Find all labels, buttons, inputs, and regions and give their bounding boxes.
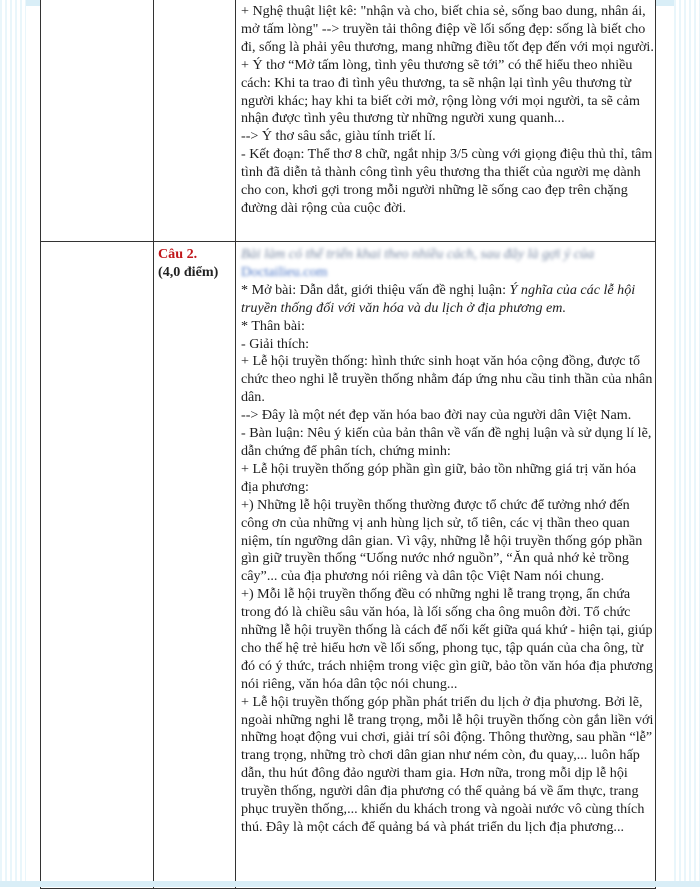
answer-line: đi, sống là phải yêu thương, mang những điều tốt đẹp đến với mọi người. bbox=[241, 38, 654, 55]
answer-line: trong đó là chiều sâu văn hóa, là lối sống cha ông muôn đời. Tổ chức bbox=[241, 604, 631, 621]
mo-bai-topic-continued: truyền thống đối với văn hóa và du lịch ở địa phương em. bbox=[241, 299, 566, 316]
left-decorative-border bbox=[0, 0, 26, 887]
question-cell bbox=[154, 0, 236, 242]
answer-line: + Ý thơ “Mở tấm lòng, tình yêu thương sẽ tới” có thể hiểu theo nhiều bbox=[241, 56, 633, 73]
answer-line: phục truyền thống,... khiến du khách trong và ngoài nước vô cùng thích bbox=[241, 801, 645, 818]
blurred-source-link[interactable]: Doctailieu.com bbox=[241, 263, 328, 280]
table-row-cau-1-continued bbox=[41, 0, 656, 242]
question-label: Câu 2. bbox=[158, 246, 198, 262]
answer-line: gìn giữ truyền thống “Uống nước nhớ nguồn”, “Ăn quả nhớ kẻ trồng bbox=[241, 550, 629, 567]
answer-line: thú. Đây là một cách để quảng bá và phát triển du lịch địa phương... bbox=[241, 819, 624, 835]
mo-bai-prefix: * Mở bài: Dẫn dắt, giới thiệu vấn đề nghị luận: bbox=[241, 281, 510, 298]
answer-cell bbox=[236, 242, 656, 889]
answer-line: cho thế hệ trẻ hiểu hơn về lối sống, phong tục, tập quán của cha ông, từ bbox=[241, 639, 644, 656]
answer-line: - Kết đoạn: Thể thơ 8 chữ, ngắt nhịp 3/5 cùng với giọng điệu thủ thỉ, tâm bbox=[241, 146, 653, 163]
page-bottom-bar bbox=[0, 881, 700, 887]
empty-cell bbox=[41, 242, 154, 889]
answer-line: nói riêng, văn hóa dân tộc nói chung... bbox=[241, 675, 458, 692]
question-cell bbox=[154, 242, 236, 889]
mo-bai-topic: Ý nghĩa của các lễ hội bbox=[509, 281, 636, 298]
answer-line: trang trọng, những trò chơi dân gian như ném còn, đu quay,... luôn hấp bbox=[241, 747, 640, 764]
answer-line: + Nghệ thuật liệt kê: "nhận và cho, biết chia sẻ, sống bao dung, nhân ái, bbox=[241, 3, 646, 19]
blurred-intro-text: Bài làm có thể triển khai theo nhiều cách, sau đây là gợi ý của bbox=[241, 246, 595, 262]
empty-cell bbox=[41, 0, 154, 242]
answer-line: --> Đây là một nét đẹp văn hóa bao đời nay của người dân Việt Nam. bbox=[241, 407, 632, 424]
answer-line: những hoạt động vui chơi, giải trí sôi động. Thông thường, sau phần “lễ” bbox=[241, 729, 653, 746]
answer-line: + Lễ hội truyền thống góp phần gìn giữ, bảo tồn những giá trị văn hóa bbox=[241, 460, 637, 477]
answer-line: niệm, tín ngưỡng dân gian. Vì vậy, những lễ hội truyền thống góp phần bbox=[241, 532, 643, 549]
answer-table bbox=[40, 0, 656, 889]
answer-line: công ơn của những vị anh hùng lịch sử, tổ tiên, các vị thần theo quan bbox=[241, 514, 630, 531]
answer-line: truyền thống, người dân địa phương có thể quảng bá về ẩm thực, trang bbox=[241, 783, 639, 800]
answer-line: + Lễ hội truyền thống góp phần phát triển du lịch ở địa phương. Bởi lẽ, bbox=[241, 693, 643, 710]
answer-line: người khác; hay khi ta biết cởi mở, rộng lòng với mọi người, ta sẽ cảm bbox=[241, 92, 640, 109]
table-row-cau-2 bbox=[41, 242, 656, 889]
answer-line: địa phương: bbox=[241, 478, 309, 495]
answer-line: cho con, khơi gợi trong mỗi người những lẽ sống cao đẹp trên chặng bbox=[241, 182, 628, 199]
answer-line: cây”... của địa phương nói riêng và dân tộc Việt Nam nói chung. bbox=[241, 568, 605, 585]
answer-line: dẫn, thu hút đông đảo người tham gia. Hơn nữa, trong mỗi dịp lễ hội bbox=[241, 765, 628, 782]
answer-line: ngoài những nghi lễ trang trọng, mỗi lễ hội truyền thống còn gắn liền với bbox=[241, 711, 654, 728]
answer-line: mở tấm lòng" --> truyền tải thông điệp về lối sống đẹp: sống là biết cho bbox=[241, 20, 646, 37]
answer-line: đó có ý thức, trách nhiệm trong việc gìn giữ, bảo tồn văn hóa địa phương bbox=[241, 657, 653, 674]
answer-line: tình đã diễn tả thành công tình yêu thương tha thiết của người mẹ dành bbox=[241, 164, 641, 181]
answer-line: +) Mỗi lễ hội truyền thống đều có những nghi lễ trang trọng, ẩn chứa bbox=[241, 586, 631, 603]
answer-line: --> Ý thơ sâu sắc, giàu tính triết lí. bbox=[241, 128, 436, 145]
answer-line: những lễ hội truyền thống là cách để nối kết giữa quá khứ - hiện tại, giúp bbox=[241, 622, 653, 639]
answer-line: +) Những lễ hội truyền thống thường được tổ chức để tưởng nhớ đến bbox=[241, 496, 630, 513]
answer-line: nhận được tình yêu thương từ những người xung quanh... bbox=[241, 110, 565, 127]
answer-line: dân. bbox=[241, 389, 265, 406]
answer-line: cách: Khi ta trao đi tình yêu thương, ta sẽ nhận lại tình yêu thương từ bbox=[241, 74, 632, 91]
right-decorative-border bbox=[674, 0, 700, 887]
answer-cell bbox=[236, 0, 656, 242]
answer-line: - Bàn luận: Nêu ý kiến của bản thân về vấn đề nghị luận và sử dụng lí lẽ, bbox=[241, 425, 652, 442]
answer-line: đường dài rộng của cuộc đời. bbox=[241, 199, 407, 216]
answer-line: + Lễ hội truyền thống: hình thức sinh hoạt văn hóa cộng đồng, được tổ bbox=[241, 353, 641, 370]
answer-line: * Thân bài: bbox=[241, 317, 305, 334]
question-points: (4,0 điểm) bbox=[158, 263, 219, 280]
answer-line: dẫn chứng để phân tích, chứng minh: bbox=[241, 442, 451, 459]
answer-line: - Giải thích: bbox=[241, 335, 310, 352]
answer-line: chức theo nghi lễ truyền thống nhằm đáp ứng nhu cầu tinh thần của nhân bbox=[241, 371, 653, 388]
mo-bai-line bbox=[241, 282, 650, 300]
